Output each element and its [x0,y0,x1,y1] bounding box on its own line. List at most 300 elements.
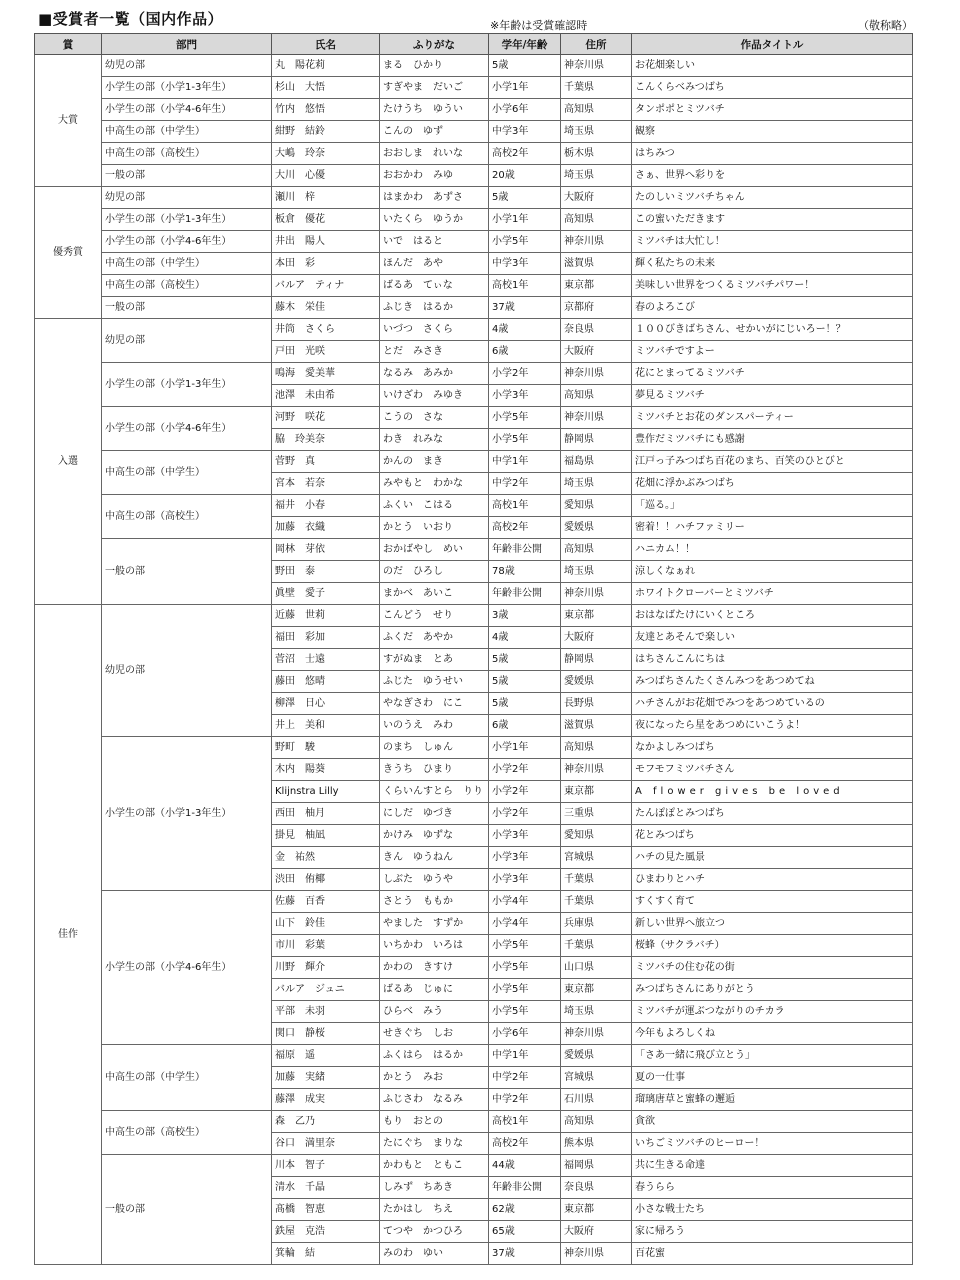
table-row [35,55,913,77]
grade-cell: 小学5年 [489,231,561,253]
furigana-cell: たにぐち まりな [380,1133,489,1155]
grade-cell: 62歳 [489,1199,561,1221]
division-cell: 中高生の部（中学生） [102,121,272,143]
name-cell: 柳澤 日心 [272,693,380,715]
division-cell: 幼児の部 [102,187,272,209]
name-cell: 本田 彩 [272,253,380,275]
address-cell: 神奈川県 [561,55,632,77]
furigana-cell: いのうえ みわ [380,715,489,737]
grade-cell: 高校1年 [489,275,561,297]
division-cell: 一般の部 [102,165,272,187]
address-cell: 東京都 [561,275,632,297]
name-cell: バルア ティナ [272,275,380,297]
table-row [35,891,913,913]
title-cell: ホワイトクローバーとミツバチ [632,583,913,605]
address-cell: 神奈川県 [561,1243,632,1265]
award-cell: 大賞 [35,55,102,187]
title-cell: こんくらべみつばち [632,77,913,99]
grade-cell: 小学4年 [489,913,561,935]
title-cell: 夢見るミツバチ [632,385,913,407]
name-cell: 竹内 悠悟 [272,99,380,121]
award-cell: 優秀賞 [35,187,102,319]
division-cell: 小学生の部（小学4-6年生） [102,407,272,451]
furigana-cell: すがぬま とあ [380,649,489,671]
grade-cell: 小学1年 [489,77,561,99]
grade-cell: 中学1年 [489,1045,561,1067]
furigana-cell: かわの きすけ [380,957,489,979]
title-cell: 花にとまってるミツバチ [632,363,913,385]
grade-cell: 6歳 [489,715,561,737]
table-row [35,121,913,143]
title-cell: モフモフミツバチさん [632,759,913,781]
name-cell: 藤田 悠晴 [272,671,380,693]
furigana-cell: こんどう せり [380,605,489,627]
title-cell: ミツバチの住む花の街 [632,957,913,979]
title-cell: ハチの見た風景 [632,847,913,869]
grade-cell: 65歳 [489,1221,561,1243]
title-cell: みつばちさんたくさんみつをあつめてね [632,671,913,693]
furigana-cell: しぶた ゆうや [380,869,489,891]
name-cell: 宮本 若奈 [272,473,380,495]
division-cell: 一般の部 [102,1155,272,1265]
grade-cell: 5歳 [489,187,561,209]
header-address: 住所 [561,34,632,55]
name-cell: 川野 輝介 [272,957,380,979]
table-row [35,319,913,341]
division-cell: 小学生の部（小学1-3年生） [102,737,272,891]
furigana-cell: やなぎさわ にこ [380,693,489,715]
title-cell: お花畑楽しい [632,55,913,77]
title-cell: 花畑に浮かぶみつばち [632,473,913,495]
title-cell: 家に帰ろう [632,1221,913,1243]
address-cell: 福岡県 [561,1155,632,1177]
table-row [35,407,913,429]
furigana-cell: かんの まき [380,451,489,473]
name-cell: 福田 彩加 [272,627,380,649]
address-cell: 宮城県 [561,1067,632,1089]
address-cell: 三重県 [561,803,632,825]
title-cell: ミツバチが運ぶつながりのチカラ [632,1001,913,1023]
furigana-cell: いづつ さくら [380,319,489,341]
address-cell: 埼玉県 [561,121,632,143]
name-cell: 関口 静桜 [272,1023,380,1045]
table-row [35,253,913,275]
title-cell: 輝く私たちの未来 [632,253,913,275]
address-cell: 高知県 [561,737,632,759]
name-cell: 河野 咲花 [272,407,380,429]
name-cell: 金 祐然 [272,847,380,869]
address-cell: 高知県 [561,1111,632,1133]
grade-cell: 44歳 [489,1155,561,1177]
table-row [35,1111,913,1133]
table-row [35,165,913,187]
name-cell: 岡林 芽依 [272,539,380,561]
grade-cell: 高校2年 [489,1133,561,1155]
name-cell: 丸 陽花莉 [272,55,380,77]
name-cell: 野田 泰 [272,561,380,583]
name-cell: 池澤 未由希 [272,385,380,407]
name-cell: 井上 美和 [272,715,380,737]
address-cell: 大阪府 [561,341,632,363]
name-cell: 掛見 柚凪 [272,825,380,847]
award-cell: 佳作 [35,605,102,1265]
honorific-note: （敬称略） [858,19,913,32]
address-cell: 東京都 [561,1199,632,1221]
division-cell: 中高生の部（高校生） [102,275,272,297]
name-cell: 清水 千晶 [272,1177,380,1199]
title-cell: 桜蜂（サクラバチ） [632,935,913,957]
title-cell: 瑠璃唐草と蜜蜂の邂逅 [632,1089,913,1111]
grade-cell: 小学4年 [489,891,561,913]
name-cell: 鉄屋 克浩 [272,1221,380,1243]
title-cell: 百花蜜 [632,1243,913,1265]
grade-cell: 年齢非公開 [489,1177,561,1199]
name-cell: 市川 彩葉 [272,935,380,957]
table-row [35,187,913,209]
header-award: 賞 [35,34,102,55]
title-cell: 共に生きる命達 [632,1155,913,1177]
address-cell: 大阪府 [561,1221,632,1243]
grade-cell: 小学3年 [489,847,561,869]
furigana-cell: ふくだ あやか [380,627,489,649]
division-cell: 中高生の部（高校生） [102,1111,272,1155]
name-cell: 野町 駿 [272,737,380,759]
title-cell: 涼しくなぁれ [632,561,913,583]
grade-cell: 6歳 [489,341,561,363]
grade-cell: 小学5年 [489,1001,561,1023]
name-cell: バルア ジュニ [272,979,380,1001]
header-division: 部門 [102,34,272,55]
name-cell: 脇 玲美奈 [272,429,380,451]
address-cell: 高知県 [561,539,632,561]
address-cell: 神奈川県 [561,231,632,253]
name-cell: 福原 遥 [272,1045,380,1067]
grade-cell: 年齢非公開 [489,539,561,561]
division-cell: 小学生の部（小学4-6年生） [102,891,272,1045]
address-cell: 神奈川県 [561,363,632,385]
address-cell: 埼玉県 [561,1001,632,1023]
furigana-cell: かとう みお [380,1067,489,1089]
grade-cell: 5歳 [489,55,561,77]
division-cell: 中高生の部（高校生） [102,495,272,539]
title-cell: ミツバチですよー [632,341,913,363]
grade-cell: 小学5年 [489,429,561,451]
title-cell: この蜜いただきます [632,209,913,231]
grade-cell: 37歳 [489,297,561,319]
name-cell: Klijnstra Lilly [272,781,380,803]
name-cell: 戸田 光咲 [272,341,380,363]
address-cell: 栃木県 [561,143,632,165]
grade-cell: 小学5年 [489,957,561,979]
name-cell: 菅沼 士遠 [272,649,380,671]
address-cell: 奈良県 [561,319,632,341]
table-row [35,77,913,99]
furigana-cell: しみず ちあき [380,1177,489,1199]
address-cell: 埼玉県 [561,165,632,187]
name-cell: 箕輪 結 [272,1243,380,1265]
address-cell: 大阪府 [561,627,632,649]
name-cell: 杉山 大悟 [272,77,380,99]
furigana-cell: たかはし ちえ [380,1199,489,1221]
address-cell: 大阪府 [561,187,632,209]
division-cell: 幼児の部 [102,605,272,737]
address-cell: 千葉県 [561,77,632,99]
name-cell: 井筒 さくら [272,319,380,341]
division-cell: 小学生の部（小学1-3年生） [102,77,272,99]
title-cell: はちみつ [632,143,913,165]
grade-cell: 37歳 [489,1243,561,1265]
furigana-cell: きん ゆうねん [380,847,489,869]
address-cell: 神奈川県 [561,407,632,429]
furigana-cell: ふじさわ なるみ [380,1089,489,1111]
title-cell: A flower gives be loved [632,781,913,803]
table-row [35,605,913,627]
furigana-cell: まる ひかり [380,55,489,77]
name-cell: 加藤 衣織 [272,517,380,539]
address-cell: 石川県 [561,1089,632,1111]
title-cell: 小さな戦士たち [632,1199,913,1221]
title-cell: 花とみつばち [632,825,913,847]
address-cell: 熊本県 [561,1133,632,1155]
title-cell: さぁ、世界へ彩りを [632,165,913,187]
grade-cell: 中学2年 [489,473,561,495]
title-cell: 「巡る。」 [632,495,913,517]
title-cell: 貪欲 [632,1111,913,1133]
grade-cell: 中学2年 [489,1067,561,1089]
name-cell: 加藤 実緒 [272,1067,380,1089]
header-work-title: 作品タイトル [632,34,913,55]
table-row [35,275,913,297]
name-cell: 鳴海 愛美華 [272,363,380,385]
grade-cell: 小学2年 [489,363,561,385]
table-row [35,209,913,231]
address-cell: 長野県 [561,693,632,715]
address-cell: 埼玉県 [561,473,632,495]
page-title: ■受賞者一覧（国内作品） [38,10,224,28]
title-cell: 観察 [632,121,913,143]
title-cell: 今年もよろしくね [632,1023,913,1045]
division-cell: 中高生の部（中学生） [102,451,272,495]
title-cell: いちごミツバチのヒーロー！ [632,1133,913,1155]
age-note: ※年齢は受賞確認時 [490,19,588,32]
furigana-cell: きうち ひまり [380,759,489,781]
furigana-cell: すぎやま だいご [380,77,489,99]
title-cell: 春うらら [632,1177,913,1199]
title-cell: 「さあ一緒に飛び立とう」 [632,1045,913,1067]
address-cell: 千葉県 [561,935,632,957]
address-cell: 神奈川県 [561,759,632,781]
grade-cell: 中学3年 [489,253,561,275]
award-cell: 入選 [35,319,102,605]
grade-cell: 5歳 [489,693,561,715]
address-cell: 東京都 [561,605,632,627]
name-cell: 瀬川 梓 [272,187,380,209]
furigana-cell: ふじき はるか [380,297,489,319]
title-cell: たんぽぽとみつばち [632,803,913,825]
name-cell: 髙橋 智恵 [272,1199,380,1221]
title-cell: タンポポとミツバチ [632,99,913,121]
furigana-cell: とだ みさき [380,341,489,363]
address-cell: 兵庫県 [561,913,632,935]
title-cell: おはなばたけにいくところ [632,605,913,627]
furigana-cell: こんの ゆず [380,121,489,143]
header-grade-age: 学年/年齢 [489,34,561,55]
name-cell: 井出 陽人 [272,231,380,253]
furigana-cell: さとう ももか [380,891,489,913]
address-cell: 滋賀県 [561,253,632,275]
division-cell: 小学生の部（小学4-6年生） [102,231,272,253]
address-cell: 千葉県 [561,891,632,913]
name-cell: 眞壁 愛子 [272,583,380,605]
furigana-cell: やました すずか [380,913,489,935]
grade-cell: 小学3年 [489,825,561,847]
furigana-cell: てつや かつひろ [380,1221,489,1243]
title-cell: ひまわりとハチ [632,869,913,891]
furigana-cell: いちかわ いろは [380,935,489,957]
address-cell: 山口県 [561,957,632,979]
grade-cell: 小学1年 [489,737,561,759]
name-cell: 木内 陽葵 [272,759,380,781]
award-winners-table [34,33,913,1265]
grade-cell: 小学1年 [489,209,561,231]
title-cell: 江戸っ子みつばち百花のまち、百笑のひとびと [632,451,913,473]
furigana-cell: いたくら ゆうか [380,209,489,231]
furigana-cell: みやもと わかな [380,473,489,495]
grade-cell: 4歳 [489,627,561,649]
furigana-cell: ひらべ みう [380,1001,489,1023]
division-cell: 中高生の部（高校生） [102,143,272,165]
grade-cell: 3歳 [489,605,561,627]
grade-cell: 小学2年 [489,759,561,781]
address-cell: 東京都 [561,781,632,803]
name-cell: 藤澤 成実 [272,1089,380,1111]
address-cell: 神奈川県 [561,1023,632,1045]
title-cell: 夜になったら星をあつめにいこうよ！ [632,715,913,737]
name-cell: 藤木 栄佳 [272,297,380,319]
address-cell: 千葉県 [561,869,632,891]
table-row [35,363,913,385]
furigana-cell: ふくはら はるか [380,1045,489,1067]
name-cell: 佐藤 百香 [272,891,380,913]
furigana-cell: みのわ ゆい [380,1243,489,1265]
table-row [35,99,913,121]
name-cell: 福井 小春 [272,495,380,517]
title-cell: 密着！！ハチファミリー [632,517,913,539]
address-cell: 愛知県 [561,825,632,847]
title-cell: １００びきばちさん、せかいがにじいろー！？ [632,319,913,341]
address-cell: 静岡県 [561,649,632,671]
division-cell: 小学生の部（小学1-3年生） [102,209,272,231]
title-cell: 春のよろこび [632,297,913,319]
grade-cell: 中学2年 [489,1089,561,1111]
grade-cell: 5歳 [489,649,561,671]
furigana-cell: ほんだ あや [380,253,489,275]
grade-cell: 小学2年 [489,781,561,803]
name-cell: 川本 智子 [272,1155,380,1177]
grade-cell: 小学6年 [489,1023,561,1045]
title-cell: 夏の一仕事 [632,1067,913,1089]
division-cell: 中高生の部（中学生） [102,1045,272,1111]
grade-cell: 20歳 [489,165,561,187]
furigana-cell: もり おとの [380,1111,489,1133]
address-cell: 奈良県 [561,1177,632,1199]
title-cell: みつばちさんにありがとう [632,979,913,1001]
grade-cell: 4歳 [489,319,561,341]
grade-cell: 小学5年 [489,979,561,1001]
furigana-cell: かとう いおり [380,517,489,539]
table-row [35,495,913,517]
furigana-cell: いで はると [380,231,489,253]
title-cell: 友達とあそんで楽しい [632,627,913,649]
division-cell: 幼児の部 [102,319,272,363]
name-cell: 紺野 結鈴 [272,121,380,143]
furigana-cell: かけみ ゆずな [380,825,489,847]
grade-cell: 小学5年 [489,935,561,957]
table-row [35,539,913,561]
table-row [35,297,913,319]
furigana-cell: おかばやし めい [380,539,489,561]
furigana-cell: ばるあ じゅに [380,979,489,1001]
name-cell: 大川 心優 [272,165,380,187]
address-cell: 福島県 [561,451,632,473]
name-cell: 谷口 満里奈 [272,1133,380,1155]
table-header-row [35,34,913,55]
name-cell: 大嶋 玲奈 [272,143,380,165]
address-cell: 愛媛県 [561,517,632,539]
grade-cell: 高校2年 [489,143,561,165]
title-cell: すくすく育て [632,891,913,913]
table-row [35,231,913,253]
furigana-cell: なるみ あみか [380,363,489,385]
division-cell: 中高生の部（中学生） [102,253,272,275]
address-cell: 高知県 [561,209,632,231]
grade-cell: 5歳 [489,671,561,693]
name-cell: 平部 未羽 [272,1001,380,1023]
furigana-cell: くらいんすとら りり [380,781,489,803]
table-row [35,1155,913,1177]
header-furigana: ふりがな [380,34,489,55]
address-cell: 愛知県 [561,495,632,517]
furigana-cell: ばるあ てぃな [380,275,489,297]
furigana-cell: わき れみな [380,429,489,451]
address-cell: 高知県 [561,99,632,121]
name-cell: 西田 柚月 [272,803,380,825]
title-cell: 新しい世界へ旅立つ [632,913,913,935]
grade-cell: 小学3年 [489,385,561,407]
division-cell: 一般の部 [102,539,272,605]
furigana-cell: のだ ひろし [380,561,489,583]
address-cell: 京都府 [561,297,632,319]
name-cell: 近藤 世莉 [272,605,380,627]
address-cell: 静岡県 [561,429,632,451]
furigana-cell: おおしま れいな [380,143,489,165]
title-cell: ハチさんがお花畑でみつをあつめているの [632,693,913,715]
grade-cell: 78歳 [489,561,561,583]
title-cell: ミツバチとお花のダンスパーティー [632,407,913,429]
grade-cell: 中学3年 [489,121,561,143]
table-row [35,1045,913,1067]
furigana-cell: いけざわ みゆき [380,385,489,407]
address-cell: 埼玉県 [561,561,632,583]
grade-cell: 高校2年 [489,517,561,539]
name-cell: 山下 鈴佳 [272,913,380,935]
table-row [35,143,913,165]
furigana-cell: のまち しゅん [380,737,489,759]
grade-cell: 高校1年 [489,1111,561,1133]
name-cell: 森 乙乃 [272,1111,380,1133]
title-cell: 美味しい世界をつくるミツバチパワー！ [632,275,913,297]
title-cell: 豊作だミツバチにも感謝 [632,429,913,451]
